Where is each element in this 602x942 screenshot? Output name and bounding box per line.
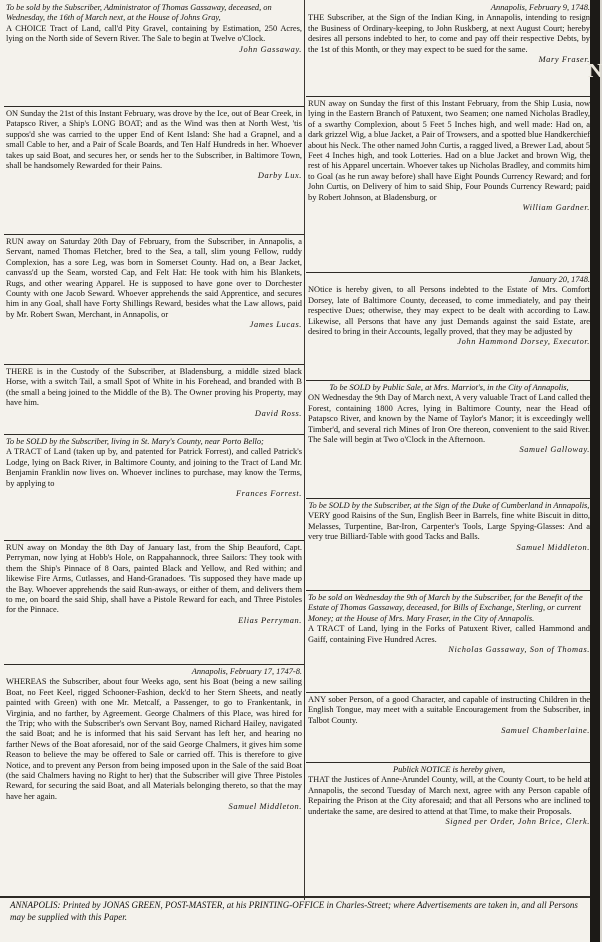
ad-separator (4, 540, 304, 541)
ad-separator (4, 364, 304, 365)
ad-body: ON Wednesday the 9th Day of March next, A very valuable Tract of Land called the Forest, containing 1800 Acres, lying in Baltimore County, near the Head of Patapsco River, and known by the Name of Taylor's Manor; it is exceedingly well Timber'd, and several rich Mines of Iron Ore thereon, convenient to the said River. The Sale will begin at Two o'Clock in the Afternoon. (308, 393, 590, 445)
edge-letter: N (588, 60, 602, 82)
ad-signature: David Ross. (254, 408, 302, 418)
advertisement (306, 98, 592, 271)
ad-body: ANY sober Person, of a good Character, and capable of instructing Children in the English Tongue, may meet with a suitable Encouragement from the Subscriber, in Talbot County. (308, 695, 590, 725)
left-column (4, 2, 304, 887)
imprint-footer: ANNAPOLIS: Printed by JONAS GREEN, POST-MASTER, at his PRINTING-OFFICE in Charles-Street; where Advertisements are taken in, and all Persons may be supplied with this Paper. (10, 900, 578, 922)
ad-body: THE Subscriber, at the Sign of the Indian King, in Annapolis, intending to resign the Business of Ordinary-keeping, to John Ruskberg, at next August Court; hereby desires all persons indebted to her, to come and pay off their respective Debts, by the 1st of this Month, or they may expect to be sued for the same. (308, 13, 590, 54)
ad-body: THAT the Justices of Anne-Arundel County, will, at the County Court, to be held at Annapolis, the second Tuesday of March next, agree with any Person capable of Repairing the Prison at the City aforesaid; and that all Persons who are inclined to undertake the same, are desired to attend at that Time, to make their Proposals. (308, 775, 590, 816)
ad-dateline: Annapolis, February 9, 1748. (490, 3, 590, 12)
ad-separator (4, 234, 304, 235)
advertisement (306, 382, 592, 497)
ad-body: RUN away on Monday the 8th Day of January last, from the Ship Beauford, Capt. Perryman, now lying at Hobb's Hole, on Rappahannock, three Sailors: They took with them the Ship's Pinnace of 8 Oars, painted Black and Yellow, and Red within; and likewise Fire Arms, Cutlasses, and Hand-Granadoes. 'Tis supposed they have made up the Bay. Whoever apprehends the said Run-aways, or either of them, and delivers them to me, on board the said Ship, shall have a Pistole Reward for each, and Three Pistoles for the Pinnace. (6, 543, 302, 615)
ad-signature: Samuel Chamberlaine. (501, 726, 590, 736)
ad-dateline: January 20, 1748. (529, 275, 590, 284)
ad-separator (306, 762, 592, 763)
ad-body: THERE is in the Custody of the Subscriber, at Bladensburg, a middle sized black Horse, with a switch Tail, a small Spot of White in his Forehead, and branded with B (the small a being joined to the Middle of the B). The Owner proving his Property, may have him. (6, 367, 302, 408)
ad-signature: Darby Lux. (257, 171, 302, 181)
ad-separator (306, 590, 592, 591)
ad-heading: To be sold by the Subscriber, Administrator of Thomas Gassaway, deceased, on Wednesday, the 16th of March next, at the House of Johns Gray, (6, 3, 272, 23)
advertisement (4, 236, 304, 363)
ad-separator (4, 434, 304, 435)
ad-heading: Publick NOTICE is hereby given, (392, 765, 506, 774)
ad-signature: Samuel Galloway. (519, 445, 590, 455)
ad-body: NOtice is hereby given, to all Persons indebted to the Estate of Mrs. Comfort Dorsey, late of Baltimore County, deceased, to come immediately, and pay their respective Dues; otherwise, they may expect to be dealt with according to Law. Likewise, all Persons that have any just Demands against the said Estate, are desired to bring in their Accounts, legally proved, that they may be adjusted by (308, 285, 590, 337)
ad-separator (306, 692, 592, 693)
ad-signature: Nicholas Gassaway, Son of Thomas. (448, 645, 590, 655)
ad-heading: To be SOLD by Public Sale, at Mrs. Marriot's, in the City of Annapolis, (329, 383, 569, 392)
ad-body: A TRACT of Land (taken up by, and patented for Patrick Forrest), and called Patrick's Lodge, lying on Back River, in Baltimore County, and joining to the Tract of Land Mr. Benjamin Franklin now lives on. Whoever inclines to purchase, may know the Terms, by applying to (6, 447, 302, 488)
ad-signature: James Lucas. (249, 320, 302, 330)
column-divider (304, 0, 305, 900)
advertisement (306, 500, 592, 589)
ad-body: WHEREAS the Subscriber, about four Weeks ago, sent his Boat (being a new sailing Boat, no Feet Keel, rigged Schooner-Fashion, deck'd to her Stern Sheets, and neatly painted with Green) with one Mr. Metcalf, a Passenger, to go to Frankentank, in Virginia, and no farther, by Agreement. George Chalmers of this Place, was hired for the Trip; who with the Subscriber's own Servant Boy, named Richard Hailey, navigated the said Boat; and he is informed that his said Servant has left her, and hearing no farther News of the Boat aforesaid, nor of the said George Chalmers, it gives him some Reason to believe the may be offered to Sale or carried off. This is therefore to give Notice, and to prevent any Person from being imposed upon in the Sale of the said Boat (the said Chalmers having no Right to her) that the Subscriber will give Three Pistoles Reward, for securing the said Boat, and all Materials belonging thereto, so that the may have her again. (6, 677, 302, 801)
ad-dateline: Annapolis, February 17, 1747-8. (191, 667, 302, 676)
advertisement (4, 436, 304, 539)
ad-separator (4, 664, 304, 665)
advertisement (306, 694, 592, 761)
ad-separator (4, 106, 304, 107)
ad-heading: To be SOLD by the Subscriber, at the Sign of the Duke of Cumberland in Annapolis, (308, 501, 590, 510)
ad-signature: John Gassaway. (239, 44, 302, 54)
ad-heading: To be sold on Wednesday the 9th of March by the Subscriber, for the Benefit of the Estate of Thomas Gassaway, deceased, for Bills of Exchange, Sterling, or current Money; at the House of Mrs. Mary Fraser, in the City of Annapolis. (308, 593, 583, 623)
advertisement (306, 764, 592, 863)
ad-body: ON Sunday the 21st of this Instant February, was drove by the Ice, out of Bear Creek, in Patapsco River, a Ship's LONG BOAT; and as the Wind was then at North West, 'tis suppos'd she was carried to the upper End of Kent Island: She had a Grapnel, and a small Cable to her, and a Pair of Scale Boards, and Ten Half Hundreds in her. Whoever takes up said Boat, and secures her, or sends her to the Subscriber, in Baltimore Town, shall be handsomely Rewarded for their Pains. (6, 109, 302, 171)
advertisement (306, 592, 592, 691)
ad-body: VERY good Raisins of the Sun, English Beer in Barrels, fine white Biscuit in ditto, Melasses, Turpentine, Bar-Iron, Carpenter's Tools, Large Spying-Glasses: And a very true Billiard-Table with good Tacks and Balls. (308, 511, 590, 542)
ad-separator (306, 380, 592, 381)
footer-rule (0, 896, 590, 898)
ad-separator (306, 272, 592, 273)
ad-body: RUN away on Saturday 20th Day of February, from the Subscriber, in Annapolis, a Servant, named Thomas Fletcher, bred to the Sea, a tall, slim young Fellow, ruddy Complexion, has a sore Leg, was born in Somerset County. Had on, a Bear Jacket, canvass'd up the Seam, worsted Cap, and Felt Hat: He took with him his Blankets, Rugs, and other wearing Apparel. He is supposed to have gone over to Dorchester County with one Jacob Seward. Whoever apprehends the said Apprentice, and secures him in any Goal, shall have Forty Shillings Reward, besides what the Law allows, paid by Mr. Robert Swan, Merchant, in Annapolis, or (6, 237, 302, 319)
ad-signature: John Hammond Dorsey, Executor. (457, 337, 590, 347)
advertisement (4, 542, 304, 663)
ad-signature: Frances Forrest. (235, 489, 302, 499)
ad-signature: William Gardner. (522, 203, 590, 213)
ad-signature: Samuel Middleton. (228, 802, 302, 812)
ad-signature: Samuel Middleton. (516, 542, 590, 552)
ad-body: A TRACT of Land, lying in the Forks of Patuxent River, called Hammond and Gaiff, containing Five Hundred Acres. (308, 624, 590, 644)
advertisement (306, 274, 592, 379)
advertisement (4, 108, 304, 233)
ad-body: A CHOICE Tract of Land, call'd Pity Gravel, containing by Estimation, 250 Acres, lying on the North side of Severn River. The Sale to begin at Twelve o'Clock. (6, 23, 302, 44)
right-column (306, 2, 592, 863)
ad-separator (306, 498, 592, 499)
ad-separator (306, 96, 592, 97)
ad-signature: Signed per Order, John Brice, Clerk. (445, 817, 590, 827)
advertisement (4, 2, 304, 105)
advertisement (4, 666, 304, 887)
ad-signature: Elias Perryman. (238, 615, 302, 625)
advertisement (4, 366, 304, 433)
ad-body: RUN away on Sunday the first of this Instant February, from the Ship Lusia, now lying in the Eastern Branch of Patuxent, two Seamen; one named Nicholas Bradley, of a swarthy Complexion, about 5 Feet 5 Inches high, and well made: Had on, a dark grizzel Wig, a blue Jacket, a Pair of Trowsers, and a spotted blue Handkerchief about his Neck. The other named John Curtis, a ragged lived, a Brewer Lad, about 5 Feet 4 Inches high, and took Lotteries. Had on a blue Jacket and brown Wig, the rest of his Apparel uncertain. Whoever takes up Nicholas Bradley, and commits him to Goal (as he run away before) shall have Eight Pounds Currency Reward; and for John Curtis, on Delivery of him to said Ship, Four Pounds Currency Reward; paid by Robert Johnson, at Bladensburg, or (308, 99, 590, 202)
ad-signature: Mary Fraser. (538, 55, 590, 65)
advertisement (306, 2, 592, 95)
ad-heading: To be SOLD by the Subscriber, living in St. Mary's County, near Porto Bello; (6, 437, 264, 446)
adjacent-page-edge (590, 0, 600, 942)
